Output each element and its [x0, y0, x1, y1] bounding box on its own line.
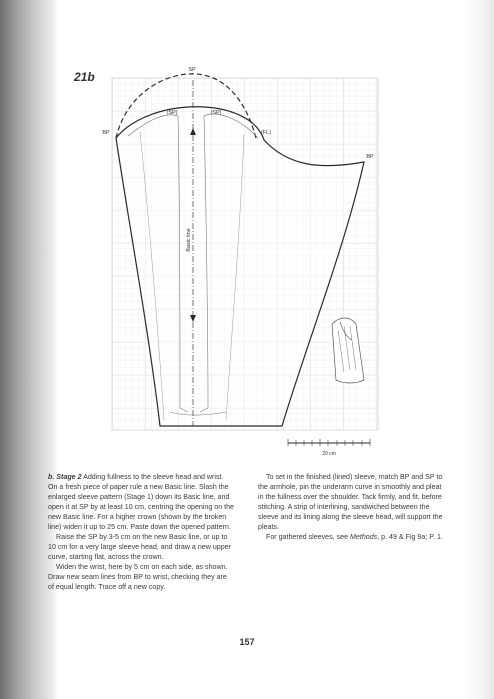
left-paragraph-3: Widen the wrist, here by 5 cm on each side, as shown. Draw new seam lines from BP to wrist, checking they are of equal length. Trace off a new copy.: [48, 563, 228, 591]
page-number: 157: [239, 637, 255, 647]
bp-right-label: BP: [366, 154, 374, 160]
basic-line-label: Basic line: [186, 228, 192, 252]
methods-reference: Methods: [350, 533, 378, 541]
left-paragraph-2: Raise the SP by 3-5 cm on the new Basic line, or up to 10 cm for a very large sleeve head, and draw a new upper curve, starting flat, across the crown.: [48, 533, 231, 561]
stage-heading: b. Stage 2: [48, 473, 82, 481]
right-paragraph-1: To set in the finished (lined) sleeve, match BP and SP to the armhole, pin the underarm curve in smoothly and pleat in the fullness over the shoulder. Tack firmly, and fit, before stitching. A strip of interlining, sandwiched between the sleeve and its lining along the sleeve head, will support the pleats.: [258, 473, 443, 531]
stage-heading-rest: Adding fullness to the sleeve head and wrist.: [81, 473, 224, 481]
scale-bar: [288, 439, 370, 457]
sp-top-label: SP: [188, 67, 196, 73]
stage-heading-paragraph: [48, 472, 234, 482]
fl-label: (FL): [260, 130, 272, 136]
right-text-column: [258, 472, 448, 542]
sp-right-label: (SP): [210, 110, 222, 116]
right-paragraph-2: [258, 532, 448, 542]
sp-left-label: (SP): [166, 110, 178, 116]
left-text-column: [48, 472, 234, 592]
left-paragraph-1: On a fresh piece of paper rule a new Basic line. Slash the enlarged sleeve pattern (Stage 1) down its Basic line, and open it at SP by at least 10 cm, centring the opening on the new Basic line. For a higher crown (shown by the broken line) widen it up to 25 cm. Paste down the opened pattern.: [48, 483, 235, 531]
right-paragraph-2-post: , p. 49 & Fig 9a; P. 1.: [377, 533, 443, 541]
figure-label: 21b: [74, 70, 95, 84]
bp-left-label: BP: [102, 130, 110, 136]
right-paragraph-2-pre: For gathered sleeves, see: [266, 533, 350, 541]
scale-label: 20 cm: [322, 451, 336, 457]
